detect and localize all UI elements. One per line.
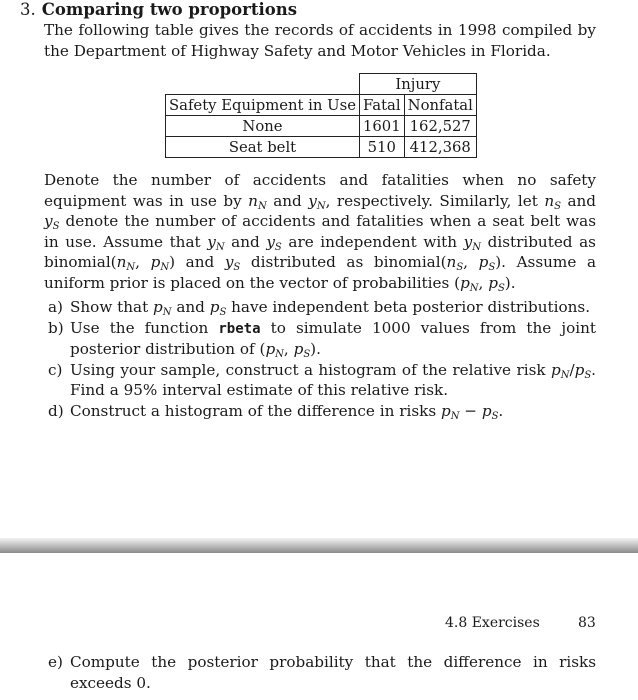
list-item: a) Show that $p_N$ and $p_S$ have independent beta posterior distributions. bbox=[48, 298, 591, 318]
table-row bbox=[166, 74, 477, 95]
nonfatal-value: 412,368 bbox=[404, 137, 476, 158]
rbeta-code: rbeta bbox=[218, 320, 261, 337]
nonfatal-value: 162,527 bbox=[404, 116, 476, 137]
problem-description: Denote the number of accidents and fatalities when no safety equipment was in use by $n_N$ and $y_N$, respectively. Similarly, let $n_S$ and $y_S$ denote the number of accidents and fatalities when a seat belt was in use. Assume that $y_N$ and $y_S$ are independent with $y_N$ distributed as $binomial(n_N$, $p_N$) and $y_S$ distributed as $binomial(n_S$, $p_S$). Assume a uniform prior is placed on the vector of probabilities ($p_N$, $p_S$). bbox=[44, 171, 597, 294]
problem-number: 3. bbox=[20, 0, 36, 19]
section-label: 4.8 Exercises bbox=[445, 615, 540, 631]
list-item: b) Use the function rbeta to simulate 1000 values from the joint posterior distribution of ($p_N$, $p_S$). bbox=[48, 318, 596, 361]
fatal-value: 1601 bbox=[359, 116, 404, 137]
problem-title: Comparing two proportions bbox=[41, 0, 298, 19]
col-nonfatal: Nonfatal bbox=[404, 95, 476, 116]
problem-heading bbox=[20, 0, 297, 20]
page-divider bbox=[0, 538, 638, 553]
page-number: 83 bbox=[578, 615, 596, 631]
list-item: d) Construct a histogram of the difference in risks $p_N - p_S$. bbox=[48, 401, 504, 422]
table-row bbox=[166, 95, 477, 116]
row-header: Safety Equipment in Use bbox=[166, 95, 360, 116]
list-item: c) Using your sample, construct a histogram of the relative risk $p_N/p_S$. Find a 95% interval estimate of this relative risk. bbox=[48, 360, 596, 400]
list-item: e) Compute the posterior probability that the difference in risks exceeds 0. bbox=[48, 653, 596, 692]
fatal-value: 510 bbox=[359, 137, 404, 158]
problem-intro: The following table gives the records of accidents in 1998 compiled by the Department of Highway Safety and Motor Vehicles in Florida. bbox=[44, 21, 596, 60]
accident-table bbox=[165, 73, 477, 158]
col-fatal: Fatal bbox=[359, 95, 404, 116]
row-label: None bbox=[166, 116, 360, 137]
row-label: Seat belt bbox=[166, 137, 360, 158]
injury-header: Injury bbox=[359, 74, 476, 95]
table-row bbox=[166, 116, 477, 137]
exercise-list bbox=[44, 297, 596, 422]
table-row bbox=[166, 137, 477, 158]
